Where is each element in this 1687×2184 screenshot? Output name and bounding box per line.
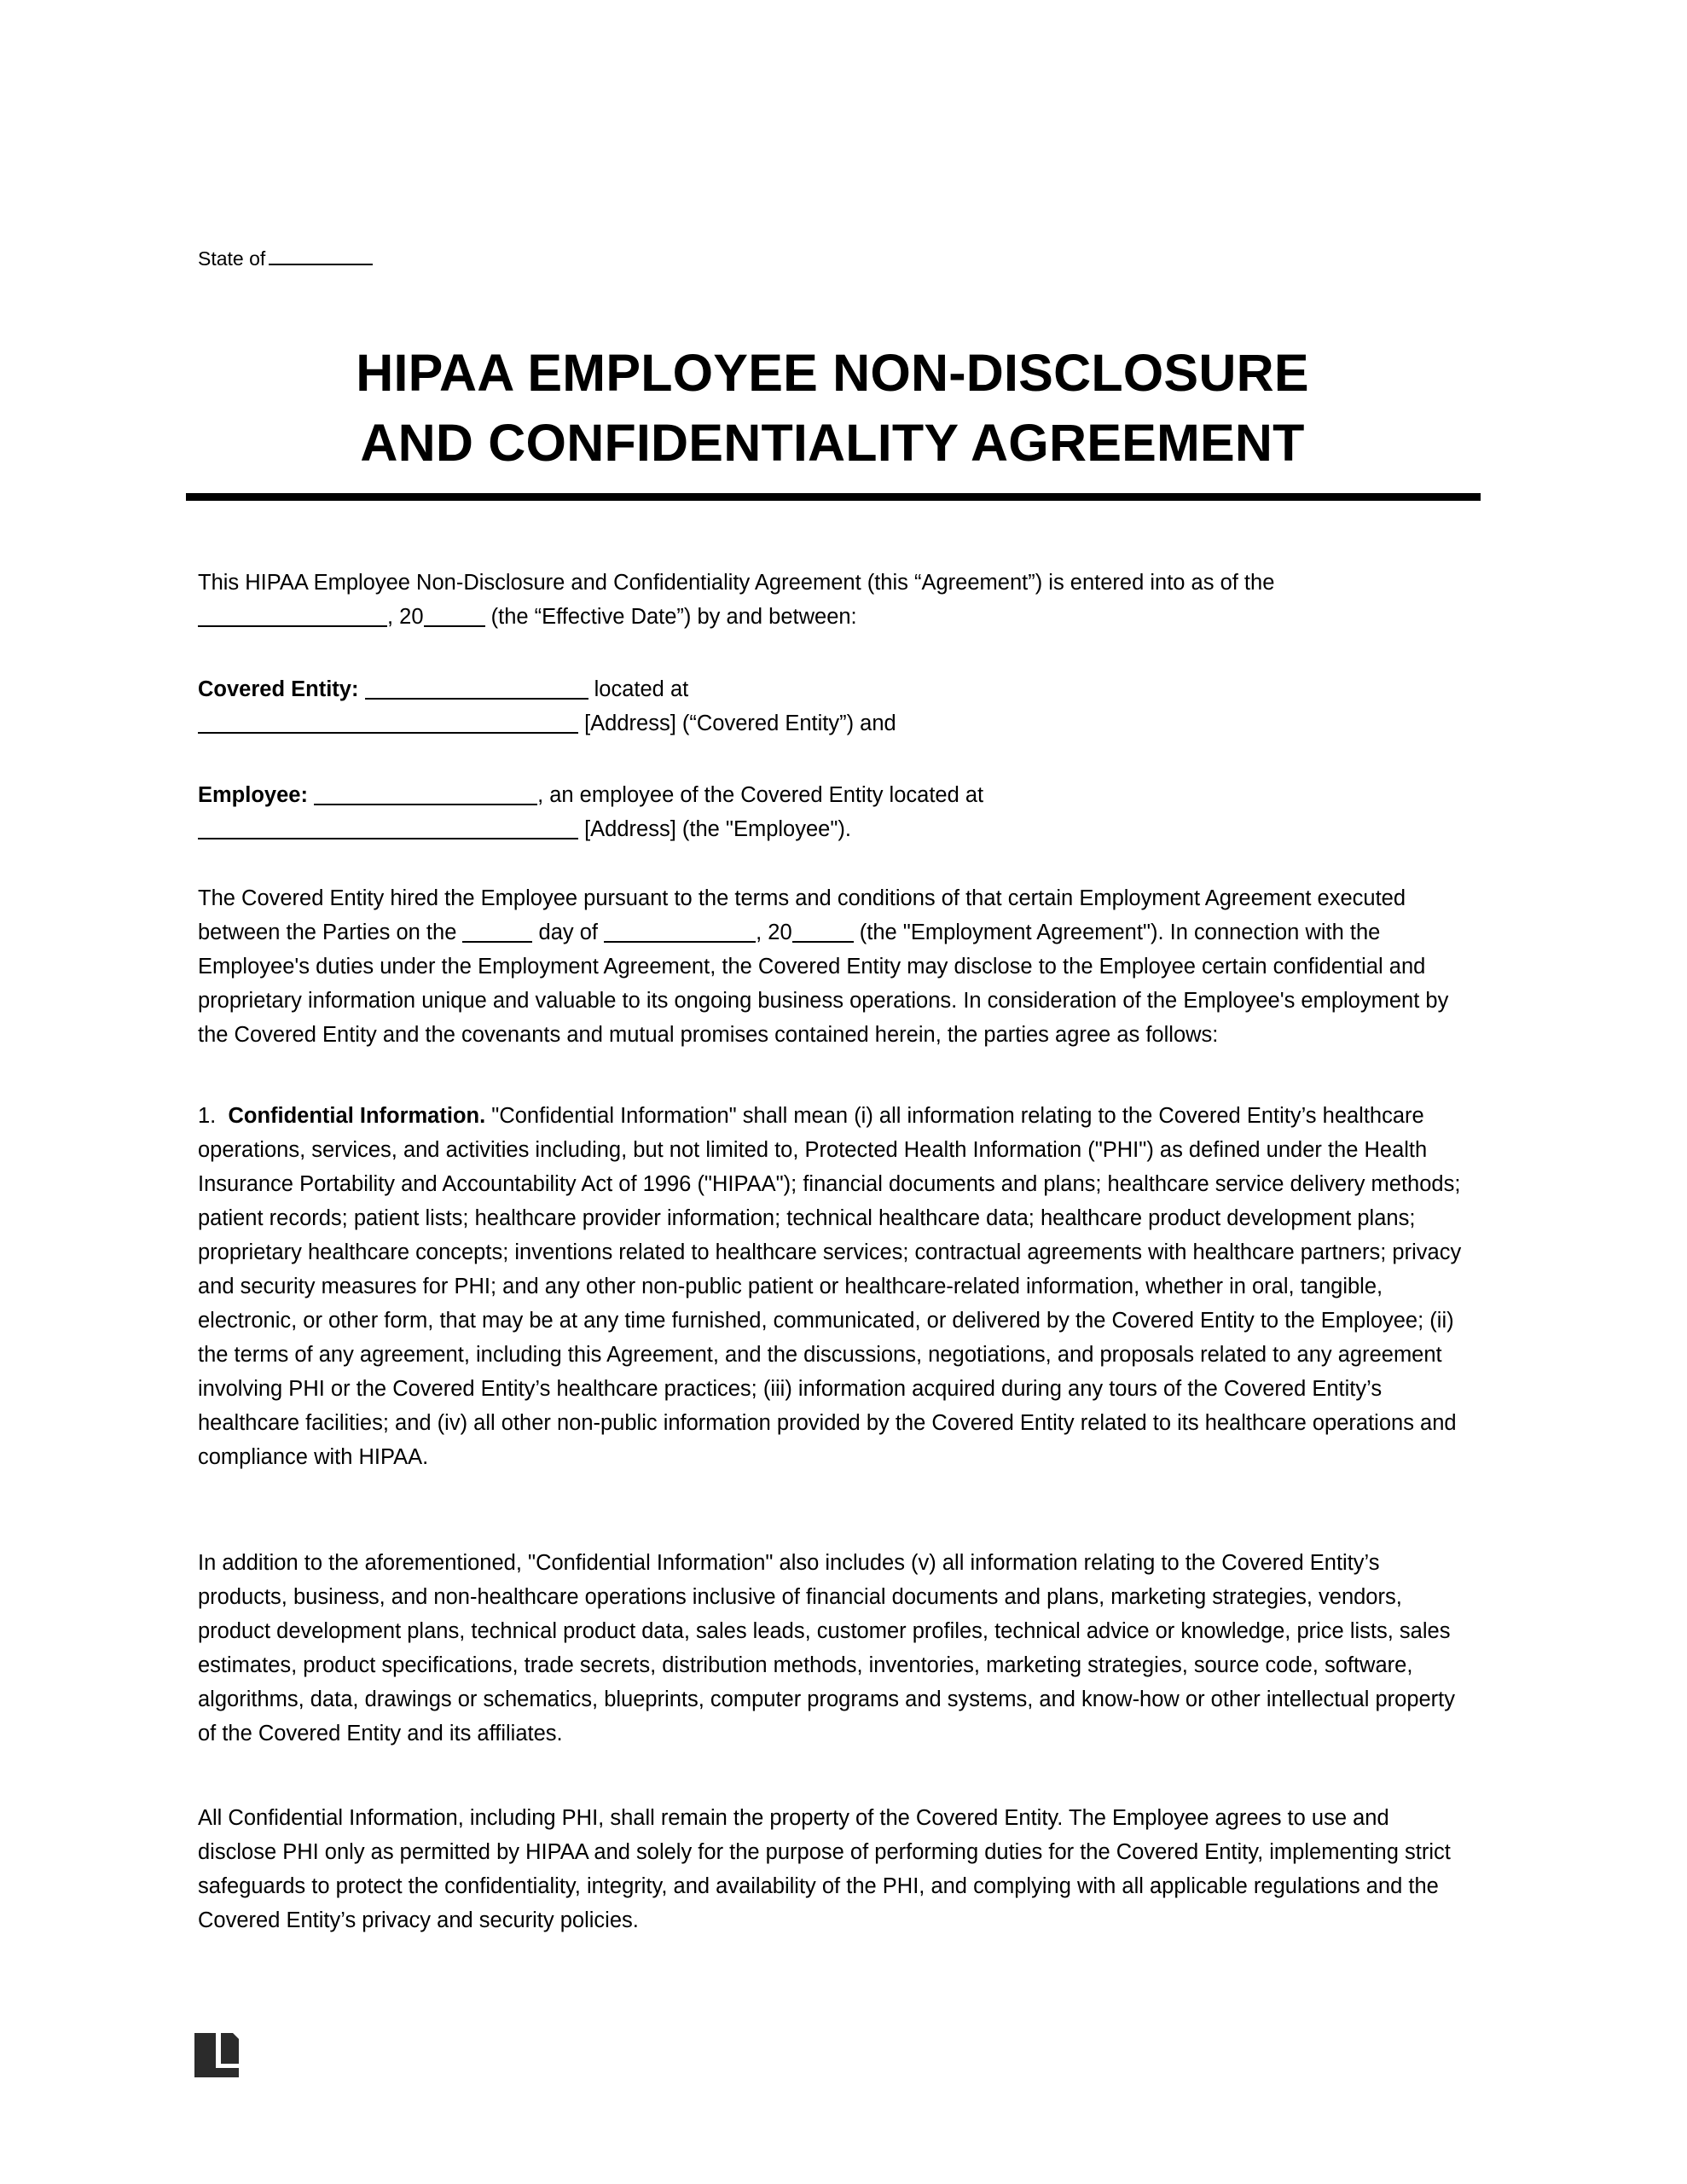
- agreement-day-blank[interactable]: [462, 921, 532, 943]
- intro-paragraph: [198, 566, 1467, 634]
- agreement-year-blank[interactable]: [792, 921, 854, 943]
- section-1-number: 1.: [198, 1103, 217, 1128]
- hired-text-4: (the "Employment Agreement"). In connection with the Employee's duties under the Employment Agreement, the Covered Entity may disclose to the Employee certain confidential and proprietary information unique and valuable to its ongoing business operations. In consideration of the Employee's employment by the Covered Entity and the covenants and mutual promises contained herein, the parties agree as follows:: [198, 920, 1449, 1047]
- covered-entity-paragraph: [198, 672, 1467, 741]
- property-paragraph: All Confidential Information, including PHI, shall remain the property of the Covered Entity. The Employee agrees to use and disclose PHI only as permitted by HIPAA and solely for the purpose of performing duties for the Covered Entity, implementing strict safeguards to protect the confidentiality, integrity, and availability of the PHI, and complying with all applicable regulations and the Covered Entity’s privacy and security policies.: [198, 1805, 1451, 1932]
- addition-paragraph: In addition to the aforementioned, "Confidential Information" also includes (v) all information relating to the Covered Entity’s products, business, and non-healthcare operations inclusive of financial documents and plans, marketing strategies, vendors, product development plans, technical product data, sales leads, customer profiles, technical advice or knowledge, price lists, sales estimates, product specifications, trade secrets, distribution methods, inventories, marketing strategies, source code, software, algorithms, data, drawings or schematics, blueprints, computer programs and systems, and know-how or other intellectual property of the Covered Entity and its affiliates.: [198, 1550, 1456, 1745]
- covered-entity-label: Covered Entity:: [198, 677, 359, 701]
- covered-entity-address-blank[interactable]: [198, 712, 578, 734]
- hired-text-1: The Covered Entity hired the Employee pursuant to the terms and conditions of that certain Employment Agreement executed between the Parties on the: [198, 886, 1406, 944]
- hired-text-2: day of: [532, 920, 605, 944]
- employee-located-text: , an employee of the Covered Entity located at: [537, 782, 984, 807]
- covered-entity-address-text: [Address] (“Covered Entity”) and: [578, 711, 896, 735]
- covered-entity-name-blank[interactable]: [365, 677, 588, 700]
- legal-templates-logo-icon: [194, 2033, 239, 2077]
- agreement-month-blank[interactable]: [604, 921, 756, 943]
- page-title: [198, 338, 1467, 478]
- hired-text-3: , 20: [756, 920, 792, 944]
- effective-year-blank[interactable]: [424, 605, 485, 627]
- intro-text-3: (the “Effective Date”) by and between:: [484, 604, 857, 629]
- employee-name-blank[interactable]: [314, 783, 537, 805]
- state-blank-field[interactable]: [269, 246, 373, 265]
- employee-label: Employee:: [198, 782, 308, 807]
- effective-date-blank[interactable]: [198, 605, 387, 627]
- title-divider: [186, 493, 1481, 501]
- employee-address-blank[interactable]: [198, 817, 578, 839]
- section-1-body: "Confidential Information" shall mean (i) all information relating to the Covered Entity’s healthcare operations, services, and activities including, but not limited to, Protected Health Information ("PHI") as defined under the Health Insurance Portability and Accountability Act of 1996 ("HIPAA"); financial documents and plans; healthcare service delivery methods; patient records; patient lists; healthcare provider information; technical healthcare data; healthcare product development plans; proprietary healthcare concepts; inventions related to healthcare services; contractual agreements with healthcare partners; privacy and security measures for PHI; and any other non-public patient or healthcare-related information, whether in oral, tangible, electronic, or other form, that may be at any time furnished, communicated, or delivered by the Covered Entity to the Employee; (ii) the terms of any agreement, including this Agreement, and the discussions, negotiations, and proposals related to any agreement involving PHI or the Covered Entity’s healthcare practices; (iii) information acquired during any tours of the Covered Entity’s healthcare facilities; and (iv) all other non-public information provided by the Covered Entity related to its healthcare operations and compliance with HIPAA.: [198, 1103, 1462, 1469]
- title-line-2: AND CONFIDENTIALITY AGREEMENT: [360, 413, 1305, 472]
- intro-text-2: , 20: [387, 604, 424, 629]
- section-1-heading: Confidential Information.: [228, 1103, 486, 1128]
- state-of-label: State of: [198, 247, 266, 270]
- intro-text-1: This HIPAA Employee Non-Disclosure and Confidentiality Agreement (this “Agreement”) is entered into as of the: [198, 570, 1275, 595]
- employment-agreement-paragraph: [198, 881, 1467, 1052]
- employee-paragraph: [198, 778, 1467, 846]
- title-line-1: HIPAA EMPLOYEE NON-DISCLOSURE: [356, 343, 1309, 402]
- employee-address-text: [Address] (the "Employee").: [578, 816, 851, 841]
- state-of-line: [198, 246, 373, 271]
- covered-entity-located-text: located at: [588, 677, 689, 701]
- section-1-confidential-information: [198, 1099, 1467, 1474]
